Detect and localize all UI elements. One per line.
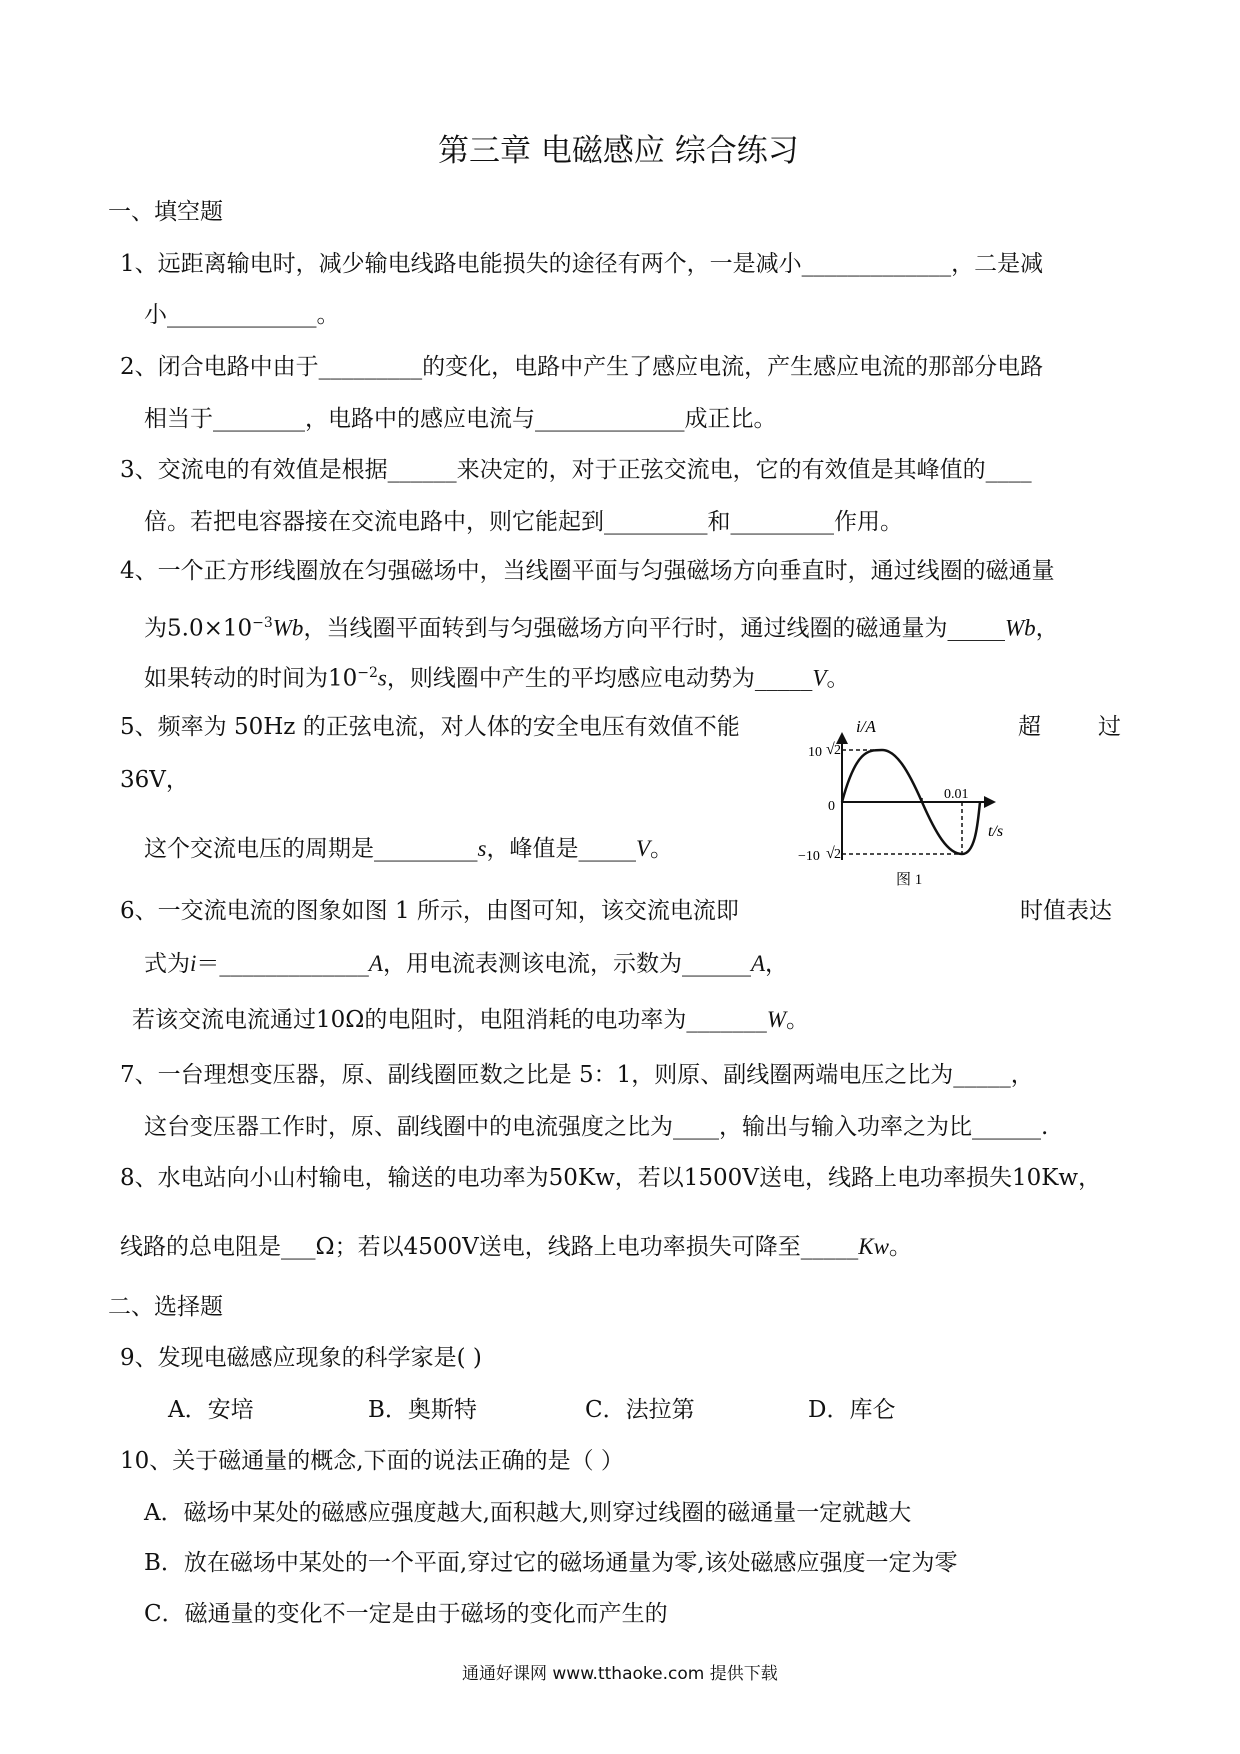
q8-power-value: 50Kw — [548, 1165, 615, 1191]
question-2-line-1: 2、闭合电路中由于_________的变化，电路中产生了感应电流，产生感应电流的那部分电路 — [120, 354, 1044, 380]
q6-text: 若该交流电流通过 — [132, 1007, 316, 1033]
question-4-line-3 — [144, 658, 849, 694]
question-5-line-1-tail-a: 超 — [1018, 714, 1041, 740]
q6-text: ， — [765, 951, 789, 977]
q8-text: ， — [1078, 1165, 1102, 1191]
question-7-line-1: 7、一台理想变压器，原、副线圈匝数之比是 5：1，则原、副线圈两端电压之比为_____， — [120, 1062, 1034, 1088]
question-8-line-2 — [120, 1232, 912, 1262]
question-6-line-1: 6、一交流电流的图象如图 1 所示，由图可知，该交流电流即 — [120, 898, 739, 924]
q8-text: 送电，线路上电功率损失 — [758, 1165, 1012, 1191]
section-heading-fill-in: 一、填空题 — [108, 199, 223, 225]
question-5-line-1-tail-b: 过 — [1098, 714, 1121, 740]
q4-text: 如果转动的时间为 — [144, 665, 328, 692]
q6-text: ＝_____________ — [196, 951, 369, 977]
negative-peak-root-value: 2 — [834, 847, 841, 862]
q6-resistance: 10Ω — [316, 1007, 365, 1033]
q8-text: ，若以 — [614, 1165, 684, 1191]
q4-text: ，则线圈中产生的平均感应电动势为_____ — [386, 665, 813, 692]
q4-flux-value: 5.0×10 — [167, 615, 253, 642]
q4-time-value: 10 — [328, 665, 358, 692]
q8-voltage-value: 1500V — [683, 1165, 759, 1191]
question-9-stem: 9、发现电磁感应现象的科学家是( ) — [120, 1345, 482, 1371]
question-10-option-b: B．放在磁场中某处的一个平面,穿过它的磁场通量为零,该处磁感应强度一定为零 — [144, 1550, 958, 1576]
q6-text: ，用电流表测该电流，示数为______ — [382, 951, 751, 977]
q6-unit-a: A — [750, 951, 766, 976]
q4-unit-wb: Wb — [1004, 615, 1036, 641]
question-6-line-1-tail: 时值表达 — [1020, 898, 1112, 924]
q5-unit-s: s — [477, 836, 487, 861]
question-5-line-3 — [144, 834, 673, 864]
question-10-stem: 10、关于磁通量的概念,下面的说法正确的是（ ） — [120, 1448, 624, 1474]
q8-unit-kw: Kw — [858, 1234, 889, 1259]
q5-text: 这个交流电压的周期是_________ — [144, 836, 478, 862]
negative-peak-label: −10 — [798, 849, 820, 864]
question-10-option-a: A．磁场中某处的磁感应强度越大,面积越大,则穿过线圈的磁通量一定就越大 — [144, 1500, 912, 1526]
question-4-line-2 — [144, 608, 1059, 644]
q8-voltage-value: 4500V — [403, 1234, 479, 1260]
figure-caption: 图 1 — [896, 872, 923, 888]
positive-peak-label: 10 — [808, 745, 822, 760]
q4-text: 。 — [826, 665, 850, 692]
question-7-line-2: 这台变压器工作时，原、副线圈中的电流强度之比为____，输出与输入功率之为比______. — [144, 1114, 1049, 1140]
question-9-option-c: C．法拉第 — [585, 1397, 695, 1423]
question-9-option-b: B．奥斯特 — [368, 1397, 477, 1423]
q6-unit-w: W — [766, 1007, 787, 1032]
question-1-line-1: 1、远距离输电时，减少输电线路电能损失的途径有两个，一是减小_____________，二是减 — [120, 251, 1044, 277]
q4-text: 为 — [144, 615, 167, 642]
q4-unit-s: s — [377, 665, 387, 691]
positive-peak-root-value: 2 — [834, 743, 841, 758]
q4-unit-wb: Wb — [272, 615, 304, 641]
question-8-line-1 — [120, 1163, 1101, 1193]
q6-text: 式为 — [144, 951, 190, 977]
question-6-line-3 — [132, 1005, 809, 1035]
question-3-line-1: 3、交流电的有效值是根据______来决定的，对于正弦交流电，它的有效值是其峰值的____ — [120, 457, 1032, 483]
q6-text: 。 — [786, 1007, 810, 1033]
question-10-option-c: C．磁通量的变化不一定是由于磁场的变化而产生的 — [144, 1601, 668, 1627]
figure-1-graph — [780, 710, 1020, 890]
q6-text: 的电阻时，电阻消耗的电功率为_______ — [364, 1007, 767, 1033]
q4-time-exponent: −2 — [357, 665, 378, 681]
question-1-line-2: 小_____________。 — [144, 302, 340, 328]
question-3-line-2: 倍。若把电容器接在交流电路中，则它能起到_________和_________作用。 — [144, 509, 903, 535]
x-axis-label: t/s — [988, 823, 1004, 840]
q8-text: 线路的总电阻是___Ω；若以 — [120, 1234, 404, 1260]
question-2-line-2: 相当于________，电路中的感应电流与_____________成正比。 — [144, 406, 777, 432]
figure-1-sine-current — [780, 710, 1020, 890]
q6-symbol-i: i — [190, 951, 197, 976]
section-heading-multiple-choice: 二、选择题 — [108, 1294, 223, 1320]
question-5-line-2: 36V， — [120, 767, 189, 793]
negative-peak-root-sign: √ — [826, 845, 835, 862]
q6-unit-a: A — [368, 951, 383, 976]
q5-unit-v: V — [635, 836, 651, 861]
origin-label: 0 — [828, 799, 835, 814]
q4-text: ，当线圈平面转到与匀强磁场方向平行时，通过线圈的磁通量为_____ — [303, 615, 1005, 642]
y-axis-label: i/A — [856, 717, 876, 736]
q8-text: 。 — [888, 1234, 912, 1260]
page-title: 第三章 电磁感应 综合练习 — [438, 133, 799, 169]
question-6-line-2 — [144, 949, 788, 979]
question-9-option-a: A．安培 — [168, 1397, 254, 1423]
q5-text: 。 — [650, 836, 674, 862]
q4-text: ， — [1035, 615, 1059, 642]
q5-text: ，峰值是_____ — [486, 836, 636, 862]
question-4-line-1: 4、一个正方形线圈放在匀强磁场中，当线圈平面与匀强磁场方向垂直时，通过线圈的磁通量 — [120, 558, 1055, 584]
positive-peak-root-sign: √ — [826, 741, 835, 758]
q8-text: 送电，线路上电功率损失可降至_____ — [478, 1234, 859, 1260]
question-5-line-1: 5、频率为 50Hz 的正弦电流，对人体的安全电压有效值不能 — [120, 714, 740, 740]
page-footer: 通通好课网 www.tthaoke.com 提供下载 — [462, 1664, 778, 1684]
q8-text: 8、水电站向小山村输电，输送的电功率为 — [120, 1165, 549, 1191]
q4-flux-exponent: −3 — [252, 615, 273, 631]
q8-loss-value: 10Kw — [1011, 1165, 1079, 1191]
period-tick-label: 0.01 — [944, 787, 969, 802]
question-9-option-d: D．库仑 — [808, 1397, 896, 1423]
q4-unit-v: V — [812, 665, 827, 691]
time-axis-arrow — [984, 796, 996, 808]
